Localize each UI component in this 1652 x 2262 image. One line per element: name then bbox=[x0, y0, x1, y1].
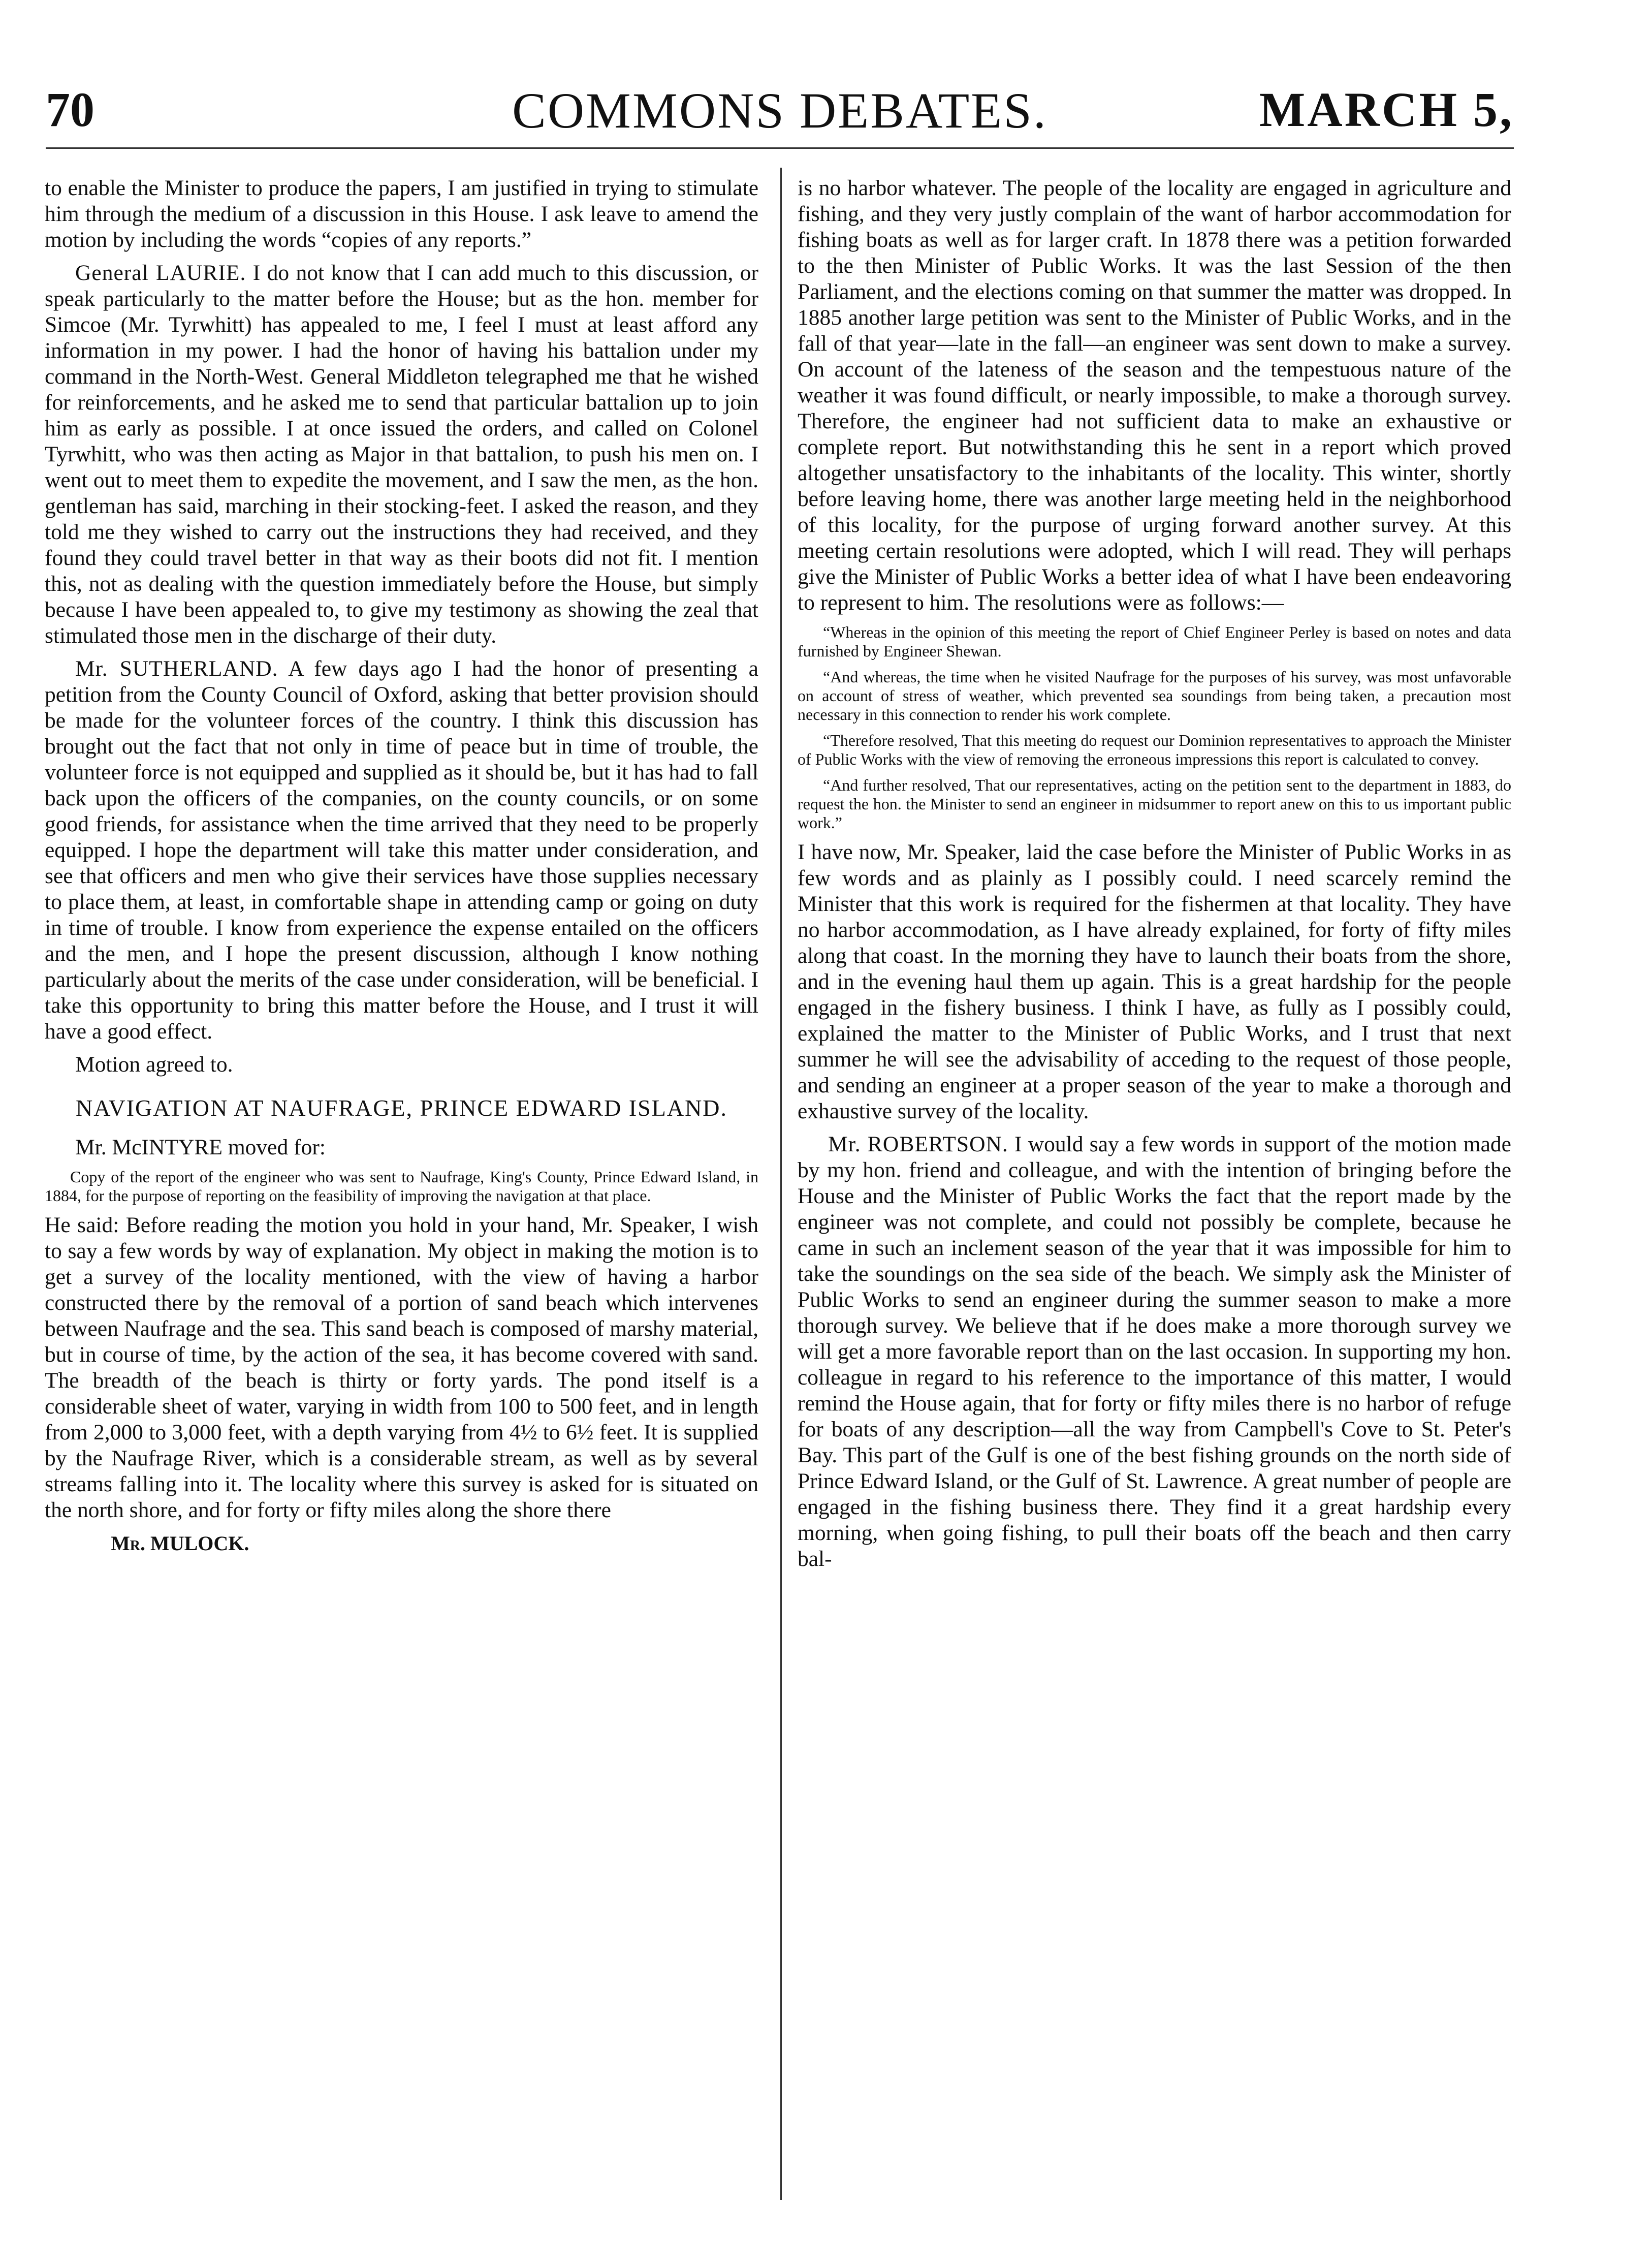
speaker-name: Mr. ROBERTSON. bbox=[828, 1132, 1008, 1156]
paragraph: I have now, Mr. Speaker, laid the case before the Minister of Public Works in as few words and as plainly as I possibly could. I need scarcely remind the Minister that this work is required for the fishermen at that locality. They have no harbor accommodation, as I have already explained, for forty of fifty miles along that coast. In the morning they have to launch their boats from the shore, and in the evening haul them up again. This is a great hardship for the people engaged in the fishery business. I think I have, as fully as I possibly could, explained the matter to the Minister of Public Works, and I trust that next summer he will see the advisability of acceding to the request of those people, and sending an engineer at a proper season of the year to make a thorough and exhaustive survey of the locality. bbox=[798, 840, 1511, 1123]
paragraph: Motion agreed to. bbox=[75, 1052, 233, 1077]
paragraph bbox=[45, 260, 758, 649]
resolution-quote: “And whereas, the time when he visited Naufrage for the purposes of his survey, was most unfavorable on account of stress of weather, which prevented sea soundings from being taken, a precaution most necessary in this connection to render his work complete. bbox=[798, 668, 1511, 724]
page-title: COMMONS DEBATES. bbox=[512, 82, 1047, 139]
header-rule bbox=[46, 147, 1514, 149]
motion-text: Copy of the report of the engineer who was sent to Naufrage, King's County, Prince Edward Island, in 1884, for the purpose of reporting on the feasibility of improving the navigation at that place. bbox=[45, 1168, 758, 1205]
speech-text: I would say a few words in support of the motion made by my hon. friend and colleague, and with the intention of bringing before the House and the Minister of Public Works the fact that the report made by the engineer was not complete, and could not possibly be complete, because he came in such an inclement season of the year that it was impossible for him to take the soundings on the sea side of the beach. We simply ask the Minister of Public Works to send an engineer during the summer season to make a more thorough survey. We believe that if he does make a more thorough survey we will get a more favorable report than on the last occasion. In supporting my hon. colleague in regard to his reference to the importance of this matter, I would remind the House again, that for forty or fifty miles there is no harbor of refuge for boats of any description—all the way from Campbell's Cove to St. Peter's Bay. This part of the Gulf is one of the best fishing grounds on the north side of Prince Edward Island, or the Gulf of St. Lawrence. A great number of people are engaged in the fishing business there. They find it a great hardship every morning, when going fishing, to pull their boats off the beach and then carry bal- bbox=[798, 1132, 1511, 1571]
page-number: 70 bbox=[46, 82, 94, 137]
speaker-name: Mr. SUTHERLAND. bbox=[75, 656, 278, 681]
paragraph bbox=[798, 1132, 1511, 1572]
footer-name: Mr. MULOCK. bbox=[111, 1532, 249, 1555]
resolution-quote: “And further resolved, That our representatives, acting on the petition sent to the department in 1883, do request the hon. the Minister to send an engineer in midsummer to report anew on this to us important public work.” bbox=[798, 776, 1511, 832]
section-heading: NAVIGATION AT NAUFRAGE, PRINCE EDWARD ISLAND. bbox=[75, 1095, 728, 1121]
page-date: MARCH 5, bbox=[1259, 82, 1514, 137]
right-column bbox=[798, 175, 1511, 1579]
left-column bbox=[45, 175, 758, 1556]
paragraph: to enable the Minister to produce the papers, I am justified in trying to stimulate him through the medium of a discussion in this House. I ask leave to amend the motion by including the words “copies of any reports.” bbox=[45, 176, 758, 252]
paragraph: Mr. McINTYRE moved for: bbox=[75, 1135, 326, 1159]
paragraph: He said: Before reading the motion you hold in your hand, Mr. Speaker, I wish to say a few words by way of explanation. My object in making the motion is to get a survey of the locality mentioned, with the view of having a harbor constructed there by the removal of a portion of sand beach which intervenes between Naufrage and the sea. This sand beach is composed of marshy material, but in course of time, by the action of the sea, it has become covered with sand. The breadth of the beach is thirty or forty yards. The pond itself is a considerable sheet of water, varying in width from 100 to 500 feet, and in length from 2,000 to 3,000 feet, with a depth varying from 4½ to 6½ feet. It is supplied by the Naufrage River, which is a considerable stream, as well as by several streams falling into it. The locality where this survey is asked for is situated on the north shore, and for forty or fifty miles along the shore there bbox=[45, 1213, 758, 1522]
paragraph bbox=[45, 656, 758, 1045]
speaker-name: General LAURIE. bbox=[75, 261, 246, 285]
speech-text: I do not know that I can add much to this discussion, or speak particularly to the matter before the House; but as the hon. member for Simcoe (Mr. Tyrwhitt) has appealed to me, I feel I must at least afford any information in my power. I had the honor of having his battalion under my command in the North-West. General Middleton telegraphed me that he wished for reinforcements, and he asked me to send that particular battalion up to join him as early as possible. I at once issued the orders, and called on Colonel Tyrwhitt, who was then acting as Major in that battalion, to push his men on. I went out to meet them to expedite the movement, and I saw the men, as the hon. gentleman has said, marching in their stocking-feet. I asked the reason, and they told me they wished to carry out the instructions they had received, and they found they could travel better in that way as their boots did not fit. I mention this, not as dealing with the question immediately before the House, but simply because I have been appealed to, to give my testimony as showing the zeal that stimulated those men in the discharge of their duty. bbox=[45, 261, 758, 648]
resolution-quote: “Whereas in the opinion of this meeting the report of Chief Engineer Perley is based on notes and data furnished by Engineer Shewan. bbox=[798, 623, 1511, 660]
resolution-quote: “Therefore resolved, That this meeting do request our Dominion representatives to approach the Minister of Public Works with the view of removing the erroneous impressions this report is calculated to convey. bbox=[798, 731, 1511, 768]
paragraph: is no harbor whatever. The people of the locality are engaged in agriculture and fishing, and they very justly complain of the want of harbor accommodation for fishing boats as well as for larger craft. In 1878 there was a petition forwarded to the then Minister of Public Works. It was the last Session of the then Parliament, and the elections coming on that summer the matter was dropped. In 1885 another large petition was sent to the Minister of Public Works, and in the fall of that year—late in the fall—an engineer was sent down to make a survey. On account of the lateness of the season and the tempestuous nature of the weather it was found difficult, or nearly impossible, to make a thorough survey. Therefore, the engineer had not sufficient data to make an exhaustive or complete report. But notwithstanding this he sent in a report which proved altogether unsatisfactory to the inhabitants of the locality. This winter, shortly before leaving home, there was another large meeting held in the neighborhood of this locality, for the purpose of urging forward another survey. At this meeting certain resolutions were adopted, which I will read. They will perhaps give the Minister of Public Works a better idea of what I have been endeavoring to represent to him. The resolutions were as follows:— bbox=[798, 176, 1511, 615]
column-divider bbox=[780, 168, 782, 2200]
speech-text: A few days ago I had the honor of presenting a petition from the County Council of Oxford, asking that better provision should be made for the volunteer forces of the country. I think this discussion has brought out the fact that not only in time of peace but in time of trouble, the volunteer force is not equipped and supplied as it should be, but it has had to fall back upon the officers of the companies, on the county councils, or on some good friends, for assistance when the time arrived that they need to be properly equipped. I hope the department will take this matter under consideration, and see that officers and men who give their services have those supplies necessary to place them, at least, in comfortable shape in attending camp or going on duty in time of trouble. I know from experience the expense entailed on the officers and the men, and I hope the present discussion, although I know nothing particularly about the merits of the case under consideration, will be beneficial. I take this opportunity to bring this matter before the House, and I trust it will have a good effect. bbox=[45, 656, 758, 1044]
page-header bbox=[46, 61, 1514, 137]
